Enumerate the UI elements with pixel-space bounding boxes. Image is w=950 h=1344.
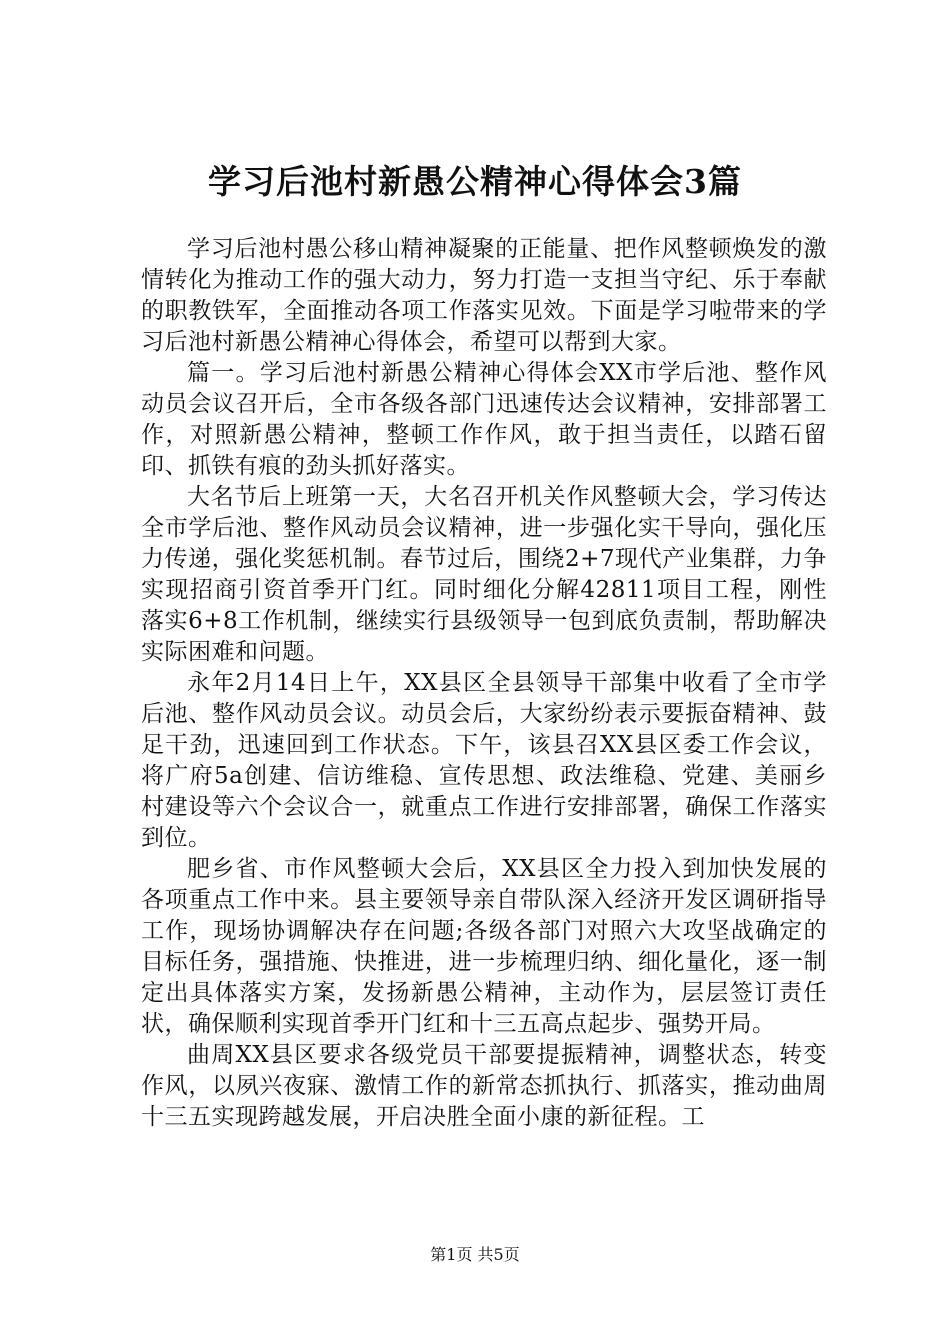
paragraph-yongnian: 永年2月14日上午，XX县区全县领导干部集中收看了全市学后池、整作风动员会议。动员会后，大家纷纷表示要振奋精神、鼓足干劲，迅速回到工作状态。下午，该县召XX县区委工作会议，将广府5a创建、信访维稳、宣传思想、政法维稳、党建、美丽乡村建设等六个会议合一，就重点工作进行安排部署，确保工作落实到位。 [141, 670, 827, 851]
document-body [141, 234, 827, 1133]
paragraph-part-one: 篇一。学习后池村新愚公精神心得体会XX市学后池、整作风动员会议召开后，全市各级各部门迅速传达会议精神，安排部署工作，对照新愚公精神，整顿工作作风，敢于担当责任，以踏石留印、抓铁有痕的劲头抓好落实。 [141, 360, 827, 479]
paragraph-daming: 大名节后上班第一天，大名召开机关作风整顿大会，学习传达全市学后池、整作风动员会议精神，进一步强化实干导向，强化压力传递，强化奖惩机制。春节过后，围绕2+7现代产业集群，力争实现招商引资首季开门红。同时细化分解42811项目工程，刚性落实6+8工作机制，继续实行县级领导一包到底负责制，帮助解决实际困难和问题。 [141, 484, 827, 665]
page-footer: 第1页 共5页 [430, 1245, 520, 1264]
document-title: 学习后池村新愚公精神心得体会3篇 [208, 162, 742, 201]
paragraph-intro: 学习后池村愚公移山精神凝聚的正能量、把作风整顿焕发的激情转化为推动工作的强大动力，努力打造一支担当守纪、乐于奉献的职教铁军，全面推动各项工作落实见效。下面是学习啦带来的学习后池村新愚公精神心得体会，希望可以帮到大家。 [141, 236, 827, 355]
paragraph-feixiang: 肥乡省、市作风整顿大会后，XX县区全力投入到加快发展的各项重点工作中来。县主要领导亲自带队深入经济开发区调研指导工作，现场协调解决存在问题;各级各部门对照六大攻坚战确定的目标任务，强措施、快推进，进一步梳理归纳、细化量化，逐一制定出具体落实方案，发扬新愚公精神，主动作为，层层签订责任状，确保顺利实现首季开门红和十三五高点起步、强势开局。 [141, 856, 827, 1037]
paragraph-quzhou: 曲周XX县区要求各级党员干部要提振精神，调整状态，转变作风，以夙兴夜寐、激情工作的新常态抓执行、抓落实，推动曲周十三五实现跨越发展，开启决胜全面小康的新征程。工 [141, 1042, 827, 1130]
